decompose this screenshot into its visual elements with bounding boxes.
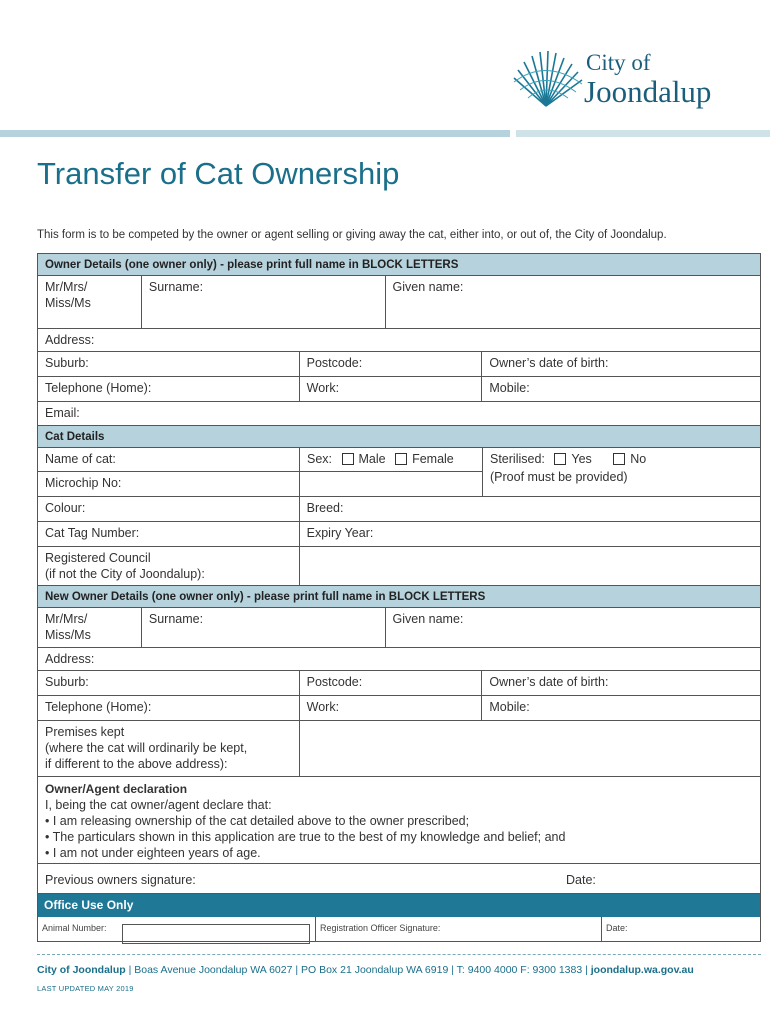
owner-surname-label: Surname: — [148, 280, 204, 294]
owner-mobile-field[interactable] — [482, 377, 761, 401]
footer-contact — [37, 964, 694, 976]
new-owner-surname-label: Surname: — [148, 612, 204, 626]
new-owner-telephone-field[interactable] — [38, 696, 300, 720]
cat-section-header: Cat Details — [38, 426, 761, 447]
council-label-line1: Registered Council — [45, 551, 151, 565]
owner-title-label: Mr/Mrs/ Miss/Ms — [45, 280, 91, 310]
owner-address-field[interactable] — [38, 329, 761, 351]
owner-work-field[interactable] — [300, 377, 483, 401]
owner-mobile-label: Mobile: — [489, 381, 530, 395]
new-owner-mobile-label: Mobile: — [489, 700, 530, 714]
sterilised-yes-checkbox[interactable] — [554, 453, 566, 465]
new-owner-address-label: Address: — [45, 652, 95, 666]
signature-label: Previous owners signature: — [45, 873, 196, 887]
expiry-year-field[interactable] — [300, 522, 761, 546]
sterilised-label: Sterilised: — [490, 452, 545, 466]
premises-field[interactable] — [300, 721, 761, 776]
tag-number-field[interactable] — [38, 522, 300, 546]
new-owner-title-field[interactable] — [38, 608, 142, 647]
officer-signature-cell[interactable] — [316, 917, 602, 941]
new-owner-postcode-label: Postcode: — [306, 675, 363, 689]
sterilised-field — [483, 448, 761, 496]
last-updated: LAST UPDATED MAY 2019 — [37, 984, 134, 993]
sterilised-yes-label: Yes — [571, 452, 592, 466]
sterilised-no-label: No — [630, 452, 647, 466]
owner-suburb-label: Suburb: — [45, 356, 89, 370]
owner-dob-label: Owner’s date of birth: — [489, 356, 609, 370]
footer-divider — [37, 954, 761, 955]
premises-label-cell — [38, 721, 300, 776]
header-band-right — [516, 130, 770, 137]
council-label-line2: (if not the City of Joondalup): — [45, 567, 205, 581]
male-label: Male — [358, 452, 386, 466]
new-owner-address-field[interactable] — [38, 648, 761, 670]
declaration-title: Owner/Agent declaration — [45, 782, 188, 796]
owner-surname-field[interactable] — [142, 276, 386, 328]
new-owner-suburb-label: Suburb: — [45, 675, 89, 689]
office-use-header: Office Use Only — [38, 894, 760, 917]
breed-field[interactable] — [300, 497, 761, 521]
officer-signature-label: Registration Officer Signature: — [320, 923, 441, 933]
header-band-left — [0, 130, 510, 137]
tag-number-label: Cat Tag Number: — [45, 526, 140, 540]
council-label-cell — [38, 547, 300, 585]
new-owner-telephone-label: Telephone (Home): — [45, 700, 152, 714]
cat-sex-field — [300, 448, 483, 471]
footer-org: City of Joondalup — [37, 964, 126, 976]
office-use-section — [37, 893, 761, 942]
owner-address-label: Address: — [45, 333, 95, 347]
office-date-cell[interactable] — [602, 917, 760, 941]
intro-text: This form is to be competed by the owner or agent selling or giving away the cat, either into, or out of, the City of Joondalup. — [37, 229, 667, 241]
female-checkbox[interactable] — [395, 453, 407, 465]
new-owner-surname-field[interactable] — [142, 608, 386, 647]
owner-email-label: Email: — [45, 406, 80, 420]
new-owner-given-name-field[interactable] — [386, 608, 761, 647]
premises-label-line3: if different to the above address): — [45, 757, 228, 771]
cat-name-label: Name of cat: — [45, 452, 116, 466]
microchip-field[interactable] — [38, 472, 300, 496]
owner-dob-field[interactable] — [482, 352, 761, 376]
owner-work-label: Work: — [306, 381, 340, 395]
owner-postcode-label: Postcode: — [306, 356, 363, 370]
office-date-label: Date: — [606, 923, 628, 933]
footer-details: | Boas Avenue Joondalup WA 6027 | PO Box 21 Joondalup WA 6919 | T: 9400 4000 F: 9300 1383 | — [125, 964, 591, 976]
expiry-year-label: Expiry Year: — [306, 526, 374, 540]
new-owner-section-header: New Owner Details (one owner only) - please print full name in BLOCK LETTERS — [38, 586, 761, 607]
owner-email-field[interactable] — [38, 402, 761, 425]
new-owner-postcode-field[interactable] — [300, 671, 483, 695]
transfer-form — [37, 253, 761, 899]
animal-number-input[interactable] — [122, 924, 310, 944]
premises-label-line2: (where the cat will ordinarily be kept, — [45, 741, 248, 755]
owner-given-name-label: Given name: — [392, 280, 464, 294]
declaration-intro: I, being the cat owner/agent declare that: — [45, 798, 272, 812]
footer-website-link[interactable]: joondalup.wa.gov.au — [590, 964, 694, 976]
microchip-spare-cell — [300, 472, 483, 496]
colour-field[interactable] — [38, 497, 300, 521]
cat-name-field[interactable] — [38, 448, 300, 471]
new-owner-dob-field[interactable] — [482, 671, 761, 695]
breed-label: Breed: — [306, 501, 344, 515]
city-logo — [510, 48, 740, 112]
declaration-block — [38, 777, 761, 863]
sterilised-no-checkbox[interactable] — [613, 453, 625, 465]
owner-section-header: Owner Details (one owner only) - please print full name in BLOCK LETTERS — [38, 254, 761, 275]
owner-title-field[interactable] — [38, 276, 142, 328]
signature-date-label: Date: — [566, 873, 596, 887]
owner-postcode-field[interactable] — [300, 352, 483, 376]
declaration-bullet-2: • The particulars shown in this application are true to the best of my knowledge and belief; and — [45, 830, 566, 844]
declaration-bullet-3: • I am not under eighteen years of age. — [45, 846, 261, 860]
logo-name-text: Joondalup — [584, 74, 712, 109]
new-owner-given-name-label: Given name: — [392, 612, 464, 626]
female-label: Female — [412, 452, 454, 466]
animal-number-label: Animal Number: — [42, 923, 107, 933]
new-owner-dob-label: Owner’s date of birth: — [489, 675, 609, 689]
page-title: Transfer of Cat Ownership — [37, 156, 400, 191]
owner-given-name-field[interactable] — [386, 276, 761, 328]
male-checkbox[interactable] — [342, 453, 354, 465]
owner-suburb-field[interactable] — [38, 352, 300, 376]
microchip-label: Microchip No: — [45, 476, 122, 490]
premises-label-line1: Premises kept — [45, 725, 125, 739]
new-owner-mobile-field[interactable] — [482, 696, 761, 720]
fan-logo-icon — [510, 48, 584, 108]
logo-city-text: City of — [586, 50, 651, 75]
owner-telephone-label: Telephone (Home): — [45, 381, 152, 395]
new-owner-work-field[interactable] — [300, 696, 483, 720]
proof-note: (Proof must be provided) — [490, 470, 628, 484]
declaration-bullet-1: • I am releasing ownership of the cat detailed above to the owner prescribed; — [45, 814, 470, 828]
new-owner-suburb-field[interactable] — [38, 671, 300, 695]
new-owner-title-label: Mr/Mrs/ Miss/Ms — [45, 612, 91, 642]
new-owner-work-label: Work: — [306, 700, 340, 714]
council-field[interactable] — [300, 547, 761, 585]
owner-telephone-field[interactable] — [38, 377, 300, 401]
colour-label: Colour: — [45, 501, 86, 515]
cat-sex-label: Sex: — [307, 452, 333, 466]
